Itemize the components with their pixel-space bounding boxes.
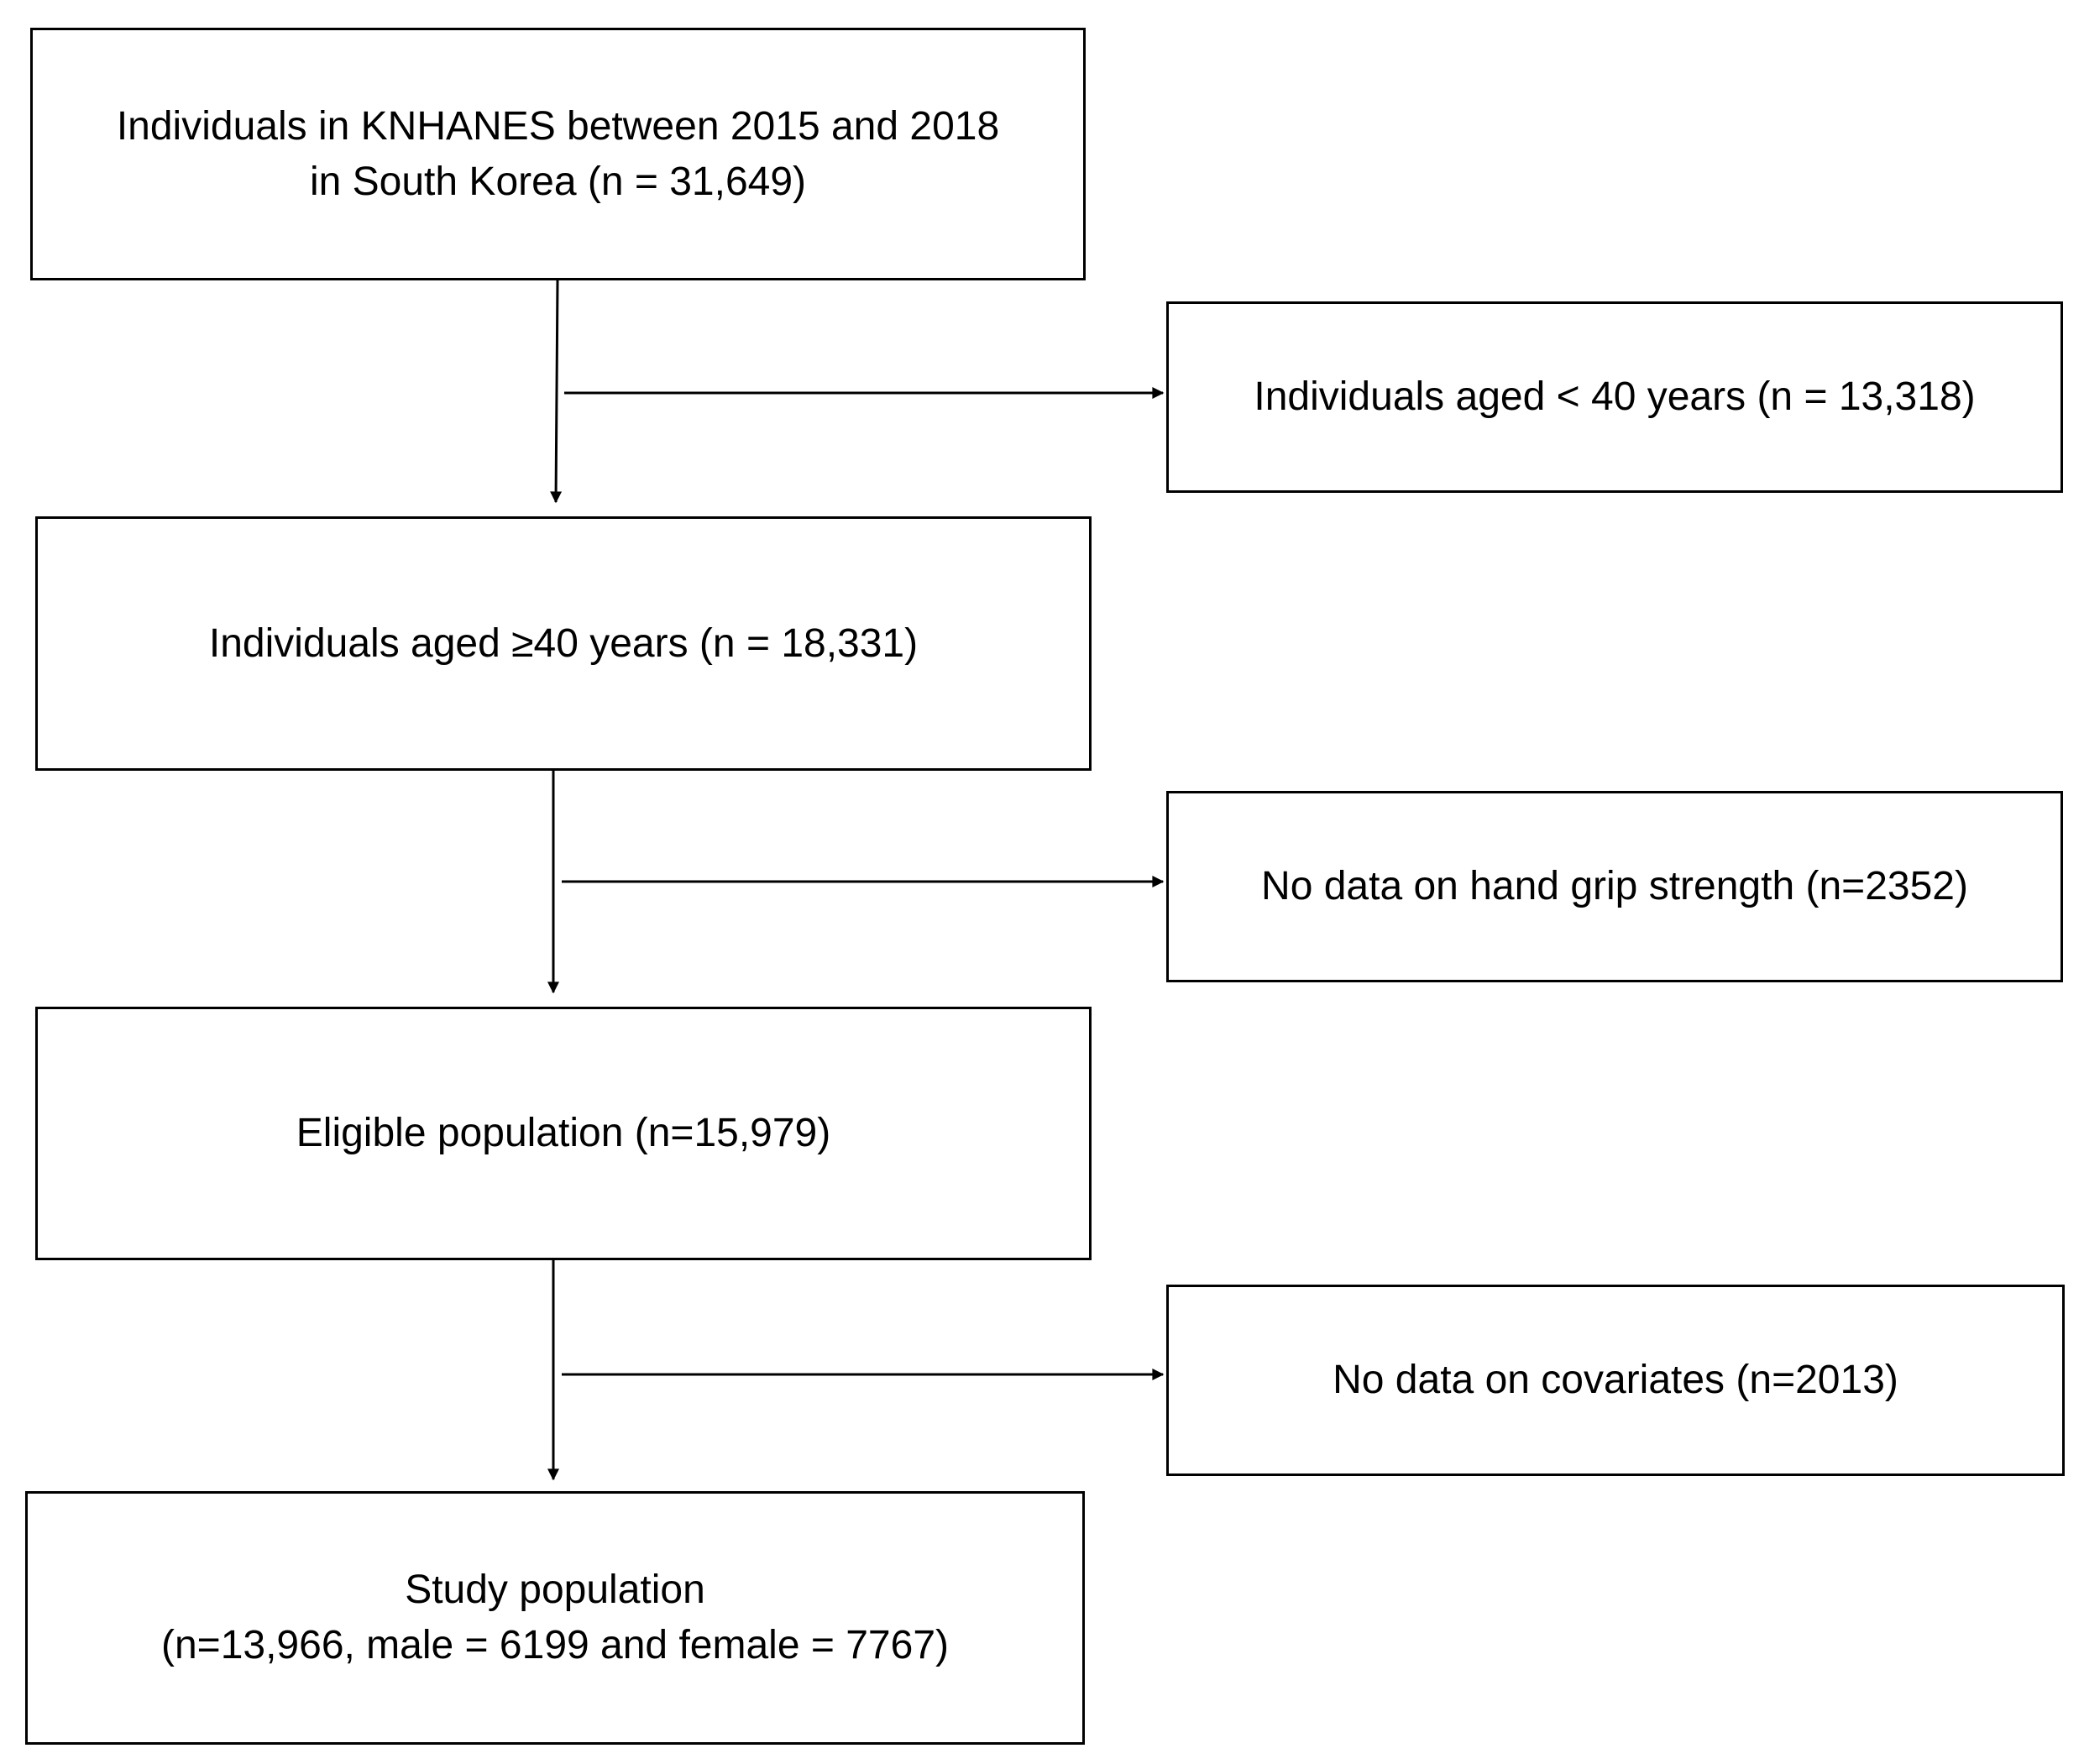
arrow-step1-to-step2 [556,280,558,502]
exclusion-label: Individuals aged < 40 years (n = 13,318) [1254,374,1976,419]
exclusion-label: No data on covariates (n=2013) [1333,1358,1898,1402]
step-label: Study population (n=13,966, male = 6199 and female = 7767) [160,1568,949,1667]
step-label: Eligible population (n=15,979) [296,1111,831,1155]
exclusion-label: No data on hand grip strength (n=2352) [1261,864,1968,908]
step-label: Individuals aged ≥40 years (n = 18,331) [208,620,919,666]
step-label: Individuals in KNHANES between 2015 and 2018 in South Korea (n = 31,649) [116,103,1000,204]
